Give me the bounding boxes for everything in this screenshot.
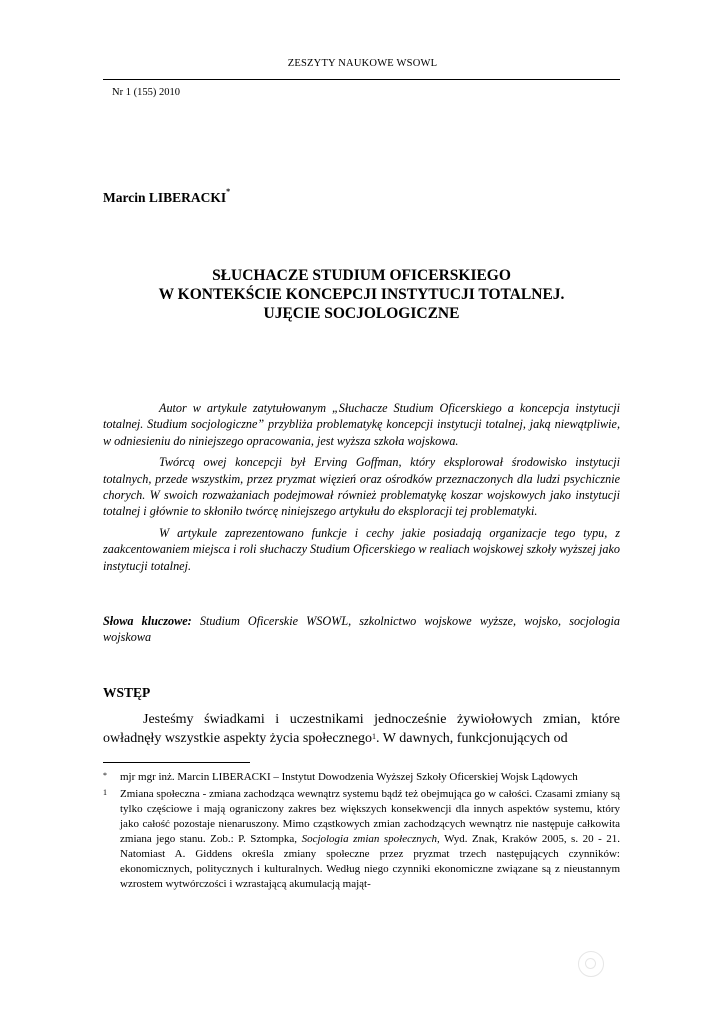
title-line-2: W KONTEKŚCIE KONCEPCJI INSTYTUCJI TOTALNEJ. (158, 286, 565, 303)
body-paragraph (103, 710, 620, 748)
footnote-text-b: Wyd. Znak, Kraków 2005, s. 20 - 21. Natomiast A. Giddens określa zmiany społeczne przez pryzmat trzech następujących czynników: ekonomicznych, politycznych i kulturalnych. Według niego czynniki ekonomiczne związane są z nieustannym wzrostem wytwórczości i wzrastającą akumulacją mająt- (120, 833, 620, 890)
keywords-label: Słowa kluczowe: (103, 614, 192, 628)
body-text-end: . W dawnych, funkcjonujących od (376, 731, 568, 746)
header-rule (103, 79, 620, 80)
keywords-text: Studium Oficerskie WSOWL, szkolnictwo wojskowe wyższe, wojsko, socjologia wojskowa (103, 614, 620, 645)
footnote-text-a: Zmiana społeczna - zmiana zachodząca wewnątrz systemu bądź też obejmująca go w całości. Czasami zmiany są tylko częściowe i mają ograniczony zakres bez większych konsekwencji dla innych aspektów systemu, który jako całość pozostaje nienaruszony. Mimo cząstkowych zmian zachodzących wewnątrz nie następuje całkowita zmiana jego stanu. Zob.: P. Sztompka, (120, 788, 620, 845)
abstract-paragraph-2: Twórcą owej koncepcji był Erving Goffman, który eksplorował środowisko instytucji totalnych, przede wszystkim, przez pryzmat więzień oraz ośrodków przeznaczonych dla ludzi psychicznie chorych. W swoich rozważaniach podejmował również problematykę koszar wojskowych jako instytucji totalnej i głównie to skłoniło twórcę niniejszego artykułu do eksploracji tej problematyki. (103, 455, 620, 519)
title-line-1: SŁUCHACZE STUDIUM OFICERSKIEGO (212, 267, 511, 284)
keywords (103, 613, 620, 646)
footnote-author (103, 770, 620, 785)
section-heading: WSTĘP (103, 685, 151, 700)
issue-number: Nr 1 (155) 2010 (112, 87, 180, 98)
footnote-separator (103, 762, 250, 763)
footnote-book-title: Socjologia zmian społecznych, (301, 833, 440, 845)
footnote-mark: 1 (103, 788, 107, 797)
abstract-paragraph-3: W artykule zaprezentowano funkcje i cechy jakie posiadają organizacje tego typu, z zaakcentowaniem miejsca i roli słuchaczy Studium Oficerskiego w realiach wojskowej szkoły wyższej jako instytucji totalnej. (103, 525, 620, 573)
footnote-1 (103, 787, 620, 892)
footnotes (103, 770, 620, 894)
watermark-logo-icon (578, 951, 604, 977)
article-title (103, 266, 620, 323)
abstract (103, 400, 620, 579)
journal-title: ZESZYTY NAUKOWE WSOWL (287, 58, 438, 69)
abstract-paragraph-1: Autor w artykule zatytułowanym „Słuchacze Studium Oficerskiego a koncepcja instytucji totalnej. Studium socjologiczne” przybliża problematykę koncepcji instytucji totalnej, jaką niewątpliwie, w odniesieniu do niniejszego opracowania, jest wyższa szkoła wojskowa. (103, 401, 620, 448)
footnote-mark: * (103, 771, 107, 780)
author-name-text: Marcin LIBERACKI (103, 190, 227, 205)
footnote-text: mjr mgr inż. Marcin LIBERACKI – Instytut Dowodzenia Wyższej Szkoły Oficerskiej Wojsk Lądowych (120, 771, 578, 783)
body-text-start: Jesteśmy świadkami i uczestnikami jednocześnie żywiołowych zmian, które owładnęły wszystkie aspekty życia społecznego (103, 712, 620, 746)
author-name (103, 187, 231, 206)
author-footnote-mark: * (226, 187, 231, 196)
title-line-3: UJĘCIE SOCJOLOGICZNE (263, 305, 460, 322)
body-text (103, 710, 620, 748)
footnote-ref-1: 1 (372, 732, 377, 741)
